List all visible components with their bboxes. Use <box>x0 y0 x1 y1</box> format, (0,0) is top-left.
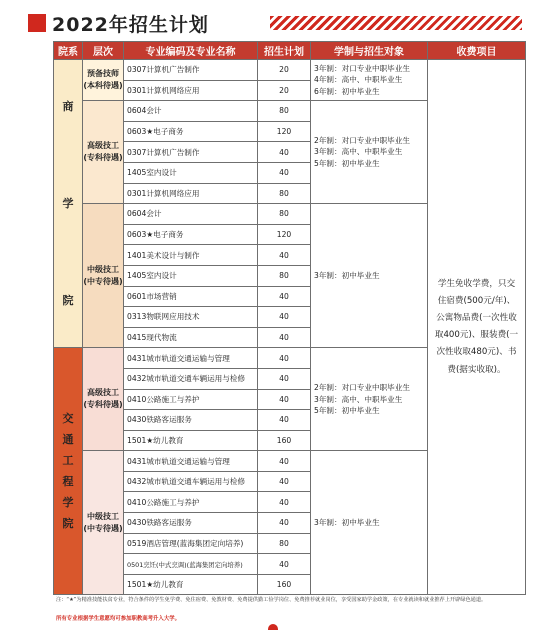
level-cell <box>83 204 124 348</box>
plan-count: 40 <box>258 368 311 389</box>
plan-count: 80 <box>258 533 311 554</box>
system-line: 2年制：对口专业中职毕业生 <box>314 383 410 393</box>
major-name: 0519酒店管理(蓝海集团定向培养) <box>124 533 258 554</box>
header-system: 学制与招生对象 <box>311 42 428 60</box>
header-major: 专业编码及专业名称 <box>124 42 258 60</box>
system-cell <box>311 348 428 451</box>
bottom-decoration <box>268 624 278 630</box>
page-title: 2022年招生计划 <box>52 14 209 36</box>
system-line: 2年制：对口专业中职毕业生 <box>314 136 410 146</box>
level-treatment: (中专待遇) <box>83 523 123 533</box>
plan-count: 40 <box>258 348 311 369</box>
major-name: 0431城市轨道交通运输与管理 <box>124 348 258 369</box>
major-name: 0307计算机广告制作 <box>124 142 258 163</box>
plan-count: 20 <box>258 80 311 101</box>
plan-count: 40 <box>258 142 311 163</box>
plan-count: 40 <box>258 410 311 431</box>
major-name: 0431城市轨道交通运输与管理 <box>124 451 258 472</box>
major-name: 0604会计 <box>124 204 258 225</box>
system-cell <box>311 101 428 204</box>
level-treatment: (中专待遇) <box>83 276 123 286</box>
header-dept: 院系 <box>54 42 83 60</box>
plan-count: 40 <box>258 451 311 472</box>
fee-cell: 学生免收学费，只交住宿费(500元/年)、公寓物品费(一次性收取400元)、服装费(一次性收取480元)、书费(据实收取)。 <box>428 60 526 595</box>
system-line: 3年制：初中毕业生 <box>314 271 380 281</box>
major-name: 0301计算机网络应用 <box>124 183 258 204</box>
level-name: 中级技工 <box>87 264 119 274</box>
major-name: 0313物联网应用技术 <box>124 307 258 328</box>
system-cell <box>311 451 428 595</box>
plan-count: 160 <box>258 574 311 595</box>
plan-count: 120 <box>258 224 311 245</box>
major-name: 1501★幼儿教育 <box>124 430 258 451</box>
level-name: 中级技工 <box>87 511 119 521</box>
system-cell <box>311 60 428 101</box>
major-name: 0430铁路客运服务 <box>124 410 258 431</box>
major-name: 0603★电子商务 <box>124 224 258 245</box>
plan-count: 160 <box>258 430 311 451</box>
dept-char: 交 <box>62 412 74 426</box>
major-name: 0601市场营销 <box>124 286 258 307</box>
major-name: 0603★电子商务 <box>124 121 258 142</box>
dept-transport-engineering <box>54 348 83 595</box>
level-treatment: (专科待遇) <box>83 153 123 163</box>
dept-char: 商 <box>62 100 74 114</box>
major-name: 0432城市轨道交通车辆运用与检修 <box>124 368 258 389</box>
level-cell <box>83 451 124 595</box>
major-name: 0432城市轨道交通车辆运用与检修 <box>124 471 258 492</box>
dept-char: 学 <box>62 496 74 510</box>
plan-count: 80 <box>258 183 311 204</box>
level-cell <box>83 60 124 101</box>
system-line: 5年制：初中毕业生 <box>314 158 380 168</box>
major-name: 0430铁路客运服务 <box>124 513 258 534</box>
major-name: 1501★幼儿教育 <box>124 574 258 595</box>
major-name: 0604会计 <box>124 101 258 122</box>
system-line: 3年制：对口专业中职毕业生 <box>314 64 410 73</box>
plan-count: 40 <box>258 245 311 266</box>
level-treatment: (本科待遇) <box>83 81 123 91</box>
title-bar <box>28 10 522 35</box>
system-line: 3年制：高中、中职毕业生 <box>314 147 403 157</box>
major-name: 1401美术设计与制作 <box>124 245 258 266</box>
system-line: 5年制：初中毕业生 <box>314 405 380 415</box>
level-treatment: (专科待遇) <box>83 400 123 410</box>
dept-char: 工 <box>62 454 74 468</box>
footnote-highlight: 所有专业根据学生意愿均可参加职教高考升入大学。 <box>56 616 180 622</box>
header-level: 层次 <box>83 42 124 60</box>
level-name: 高级技工 <box>87 141 119 151</box>
major-name: 1405室内设计 <box>124 162 258 183</box>
major-name: 0501烹饪(中式烹调)(蓝海集团定向培养) <box>124 554 258 575</box>
plan-count: 40 <box>258 513 311 534</box>
plan-count: 40 <box>258 327 311 348</box>
header-plan: 招生计划 <box>258 42 311 60</box>
plan-count: 40 <box>258 286 311 307</box>
level-name: 高级技工 <box>87 388 119 398</box>
dept-char: 通 <box>62 433 74 447</box>
header-fee: 收费项目 <box>428 42 526 60</box>
major-name: 0410公路施工与养护 <box>124 492 258 513</box>
title-marker <box>28 14 46 32</box>
major-name: 0301计算机网络应用 <box>124 80 258 101</box>
dept-char: 院 <box>62 517 74 531</box>
title-decoration-stripe <box>270 16 522 30</box>
dept-business <box>54 60 83 348</box>
plan-count: 80 <box>258 101 311 122</box>
plan-count: 40 <box>258 492 311 513</box>
major-name: 0410公路施工与养护 <box>124 389 258 410</box>
plan-count: 80 <box>258 265 311 286</box>
major-name: 0415现代物流 <box>124 327 258 348</box>
footnote: 注：“★”为精准技能扶贫专业，符合条件的学生免学费、免住宿费、免教材费、免费提供勤工俭学岗位、免费推荐就业岗位，享受国家助学金政策，在专业就读和就业推荐上开辟绿色通道。 <box>56 597 487 603</box>
dept-char: 院 <box>62 294 74 308</box>
enrollment-plan-table <box>53 41 526 595</box>
plan-count: 40 <box>258 554 311 575</box>
plan-count: 40 <box>258 471 311 492</box>
major-name: 0307计算机广告制作 <box>124 60 258 81</box>
level-name: 预备技师 <box>87 69 119 79</box>
system-cell <box>311 204 428 348</box>
plan-count: 20 <box>258 60 311 81</box>
table-row <box>54 60 526 81</box>
plan-count: 40 <box>258 389 311 410</box>
plan-count: 40 <box>258 307 311 328</box>
plan-count: 80 <box>258 204 311 225</box>
system-line: 6年制：初中毕业生 <box>314 86 380 96</box>
dept-char: 程 <box>62 475 74 489</box>
table-header-row <box>54 42 526 60</box>
major-name: 1405室内设计 <box>124 265 258 286</box>
system-line: 3年制：初中毕业生 <box>314 518 380 528</box>
system-line: 3年制：高中、中职毕业生 <box>314 394 403 404</box>
plan-count: 120 <box>258 121 311 142</box>
dept-char: 学 <box>62 197 74 211</box>
system-line: 4年制：高中、中职毕业生 <box>314 75 403 85</box>
level-cell <box>83 101 124 204</box>
plan-count: 40 <box>258 162 311 183</box>
level-cell <box>83 348 124 451</box>
